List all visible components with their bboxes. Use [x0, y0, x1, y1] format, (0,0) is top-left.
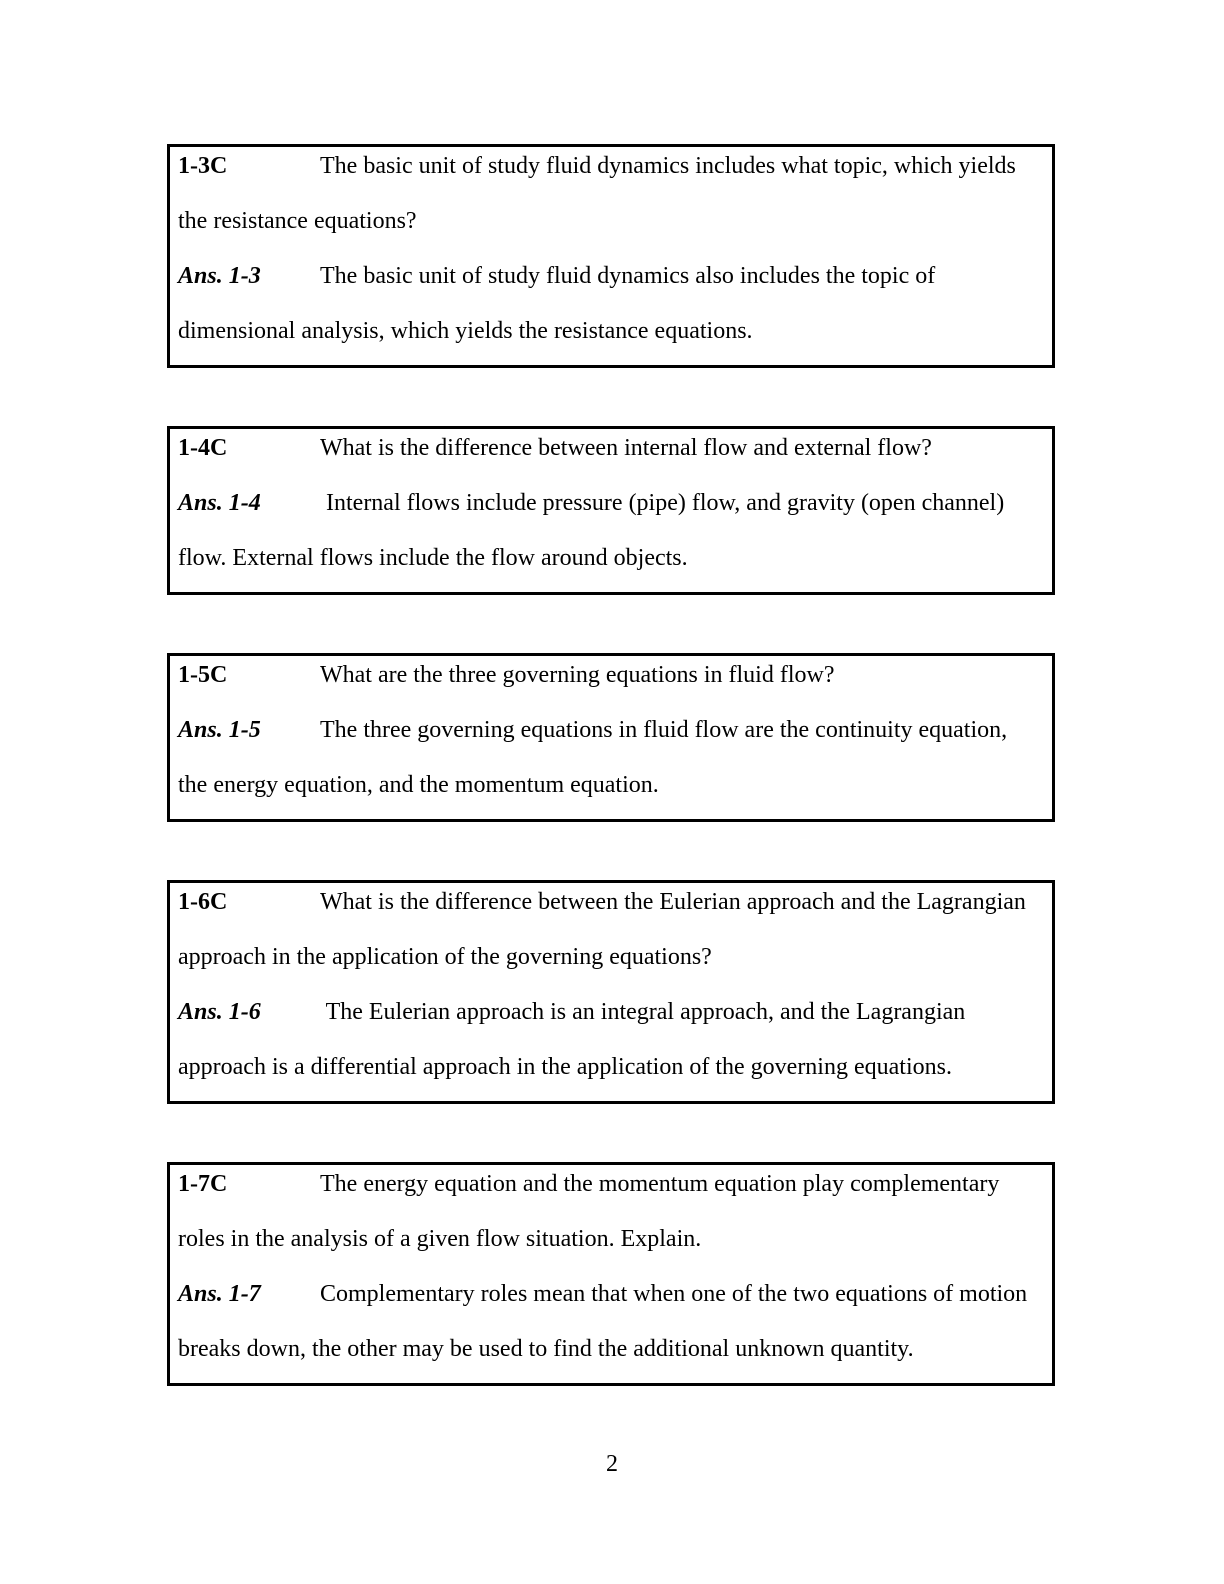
answer-number-label: Ans. 1-5 [178, 717, 261, 743]
question-paragraph [178, 139, 1040, 249]
question-number-label: 1-5C [178, 662, 228, 688]
answer-paragraph [178, 703, 1040, 813]
answer-text: Internal flows include pressure (pipe) flow, and gravity (open channel) flow. External flows include the flow around objects. [178, 490, 1005, 571]
question-number-label: 1-6C [178, 889, 228, 915]
qa-box-inner [178, 421, 1040, 586]
qa-box-inner [178, 875, 1040, 1095]
question-text: What is the difference between internal flow and external flow? [320, 435, 932, 461]
qa-box-1-3c [167, 144, 1055, 368]
answer-number-label: Ans. 1-4 [178, 490, 261, 516]
page-number: 2 [606, 1451, 618, 1477]
answer-paragraph [178, 476, 1040, 586]
question-number-label: 1-7C [178, 1171, 228, 1197]
qa-box-1-6c [167, 880, 1055, 1104]
answer-text: The Eulerian approach is an integral approach, and the Lagrangian approach is a differential approach in the application of the governing equations. [178, 999, 966, 1080]
qa-box-list [167, 144, 1055, 1444]
qa-box-1-7c [167, 1162, 1055, 1386]
question-text: What is the difference between the Eulerian approach and the Lagrangian approach in the application of the governing equations? [178, 889, 1026, 970]
qa-box-inner [178, 139, 1040, 359]
answer-text: The three governing equations in fluid flow are the continuity equation, the energy equation, and the momentum equation. [178, 717, 1008, 798]
answer-text: Complementary roles mean that when one of the two equations of motion breaks down, the other may be used to find the additional unknown quantity. [178, 1281, 1028, 1362]
answer-text: The basic unit of study fluid dynamics also includes the topic of dimensional analysis, which yields the resistance equations. [178, 263, 936, 344]
question-paragraph [178, 1157, 1040, 1267]
answer-paragraph [178, 1267, 1040, 1377]
answer-number-label: Ans. 1-3 [178, 263, 261, 289]
question-paragraph [178, 875, 1040, 985]
answer-number-label: Ans. 1-6 [178, 999, 261, 1025]
question-text: The energy equation and the momentum equation play complementary roles in the analysis of a given flow situation. Explain. [178, 1171, 1000, 1252]
qa-box-inner [178, 648, 1040, 813]
qa-box-1-4c [167, 426, 1055, 595]
question-paragraph [178, 421, 1040, 476]
answer-paragraph [178, 985, 1040, 1095]
question-number-label: 1-4C [178, 435, 228, 461]
question-text: The basic unit of study fluid dynamics includes what topic, which yields the resistance equations? [178, 153, 1016, 234]
qa-box-1-5c [167, 653, 1055, 822]
question-number-label: 1-3C [178, 153, 228, 179]
answer-paragraph [178, 249, 1040, 359]
qa-box-inner [178, 1157, 1040, 1377]
question-text: What are the three governing equations in fluid flow? [320, 662, 835, 688]
answer-number-label: Ans. 1-7 [178, 1281, 261, 1307]
question-paragraph [178, 648, 1040, 703]
